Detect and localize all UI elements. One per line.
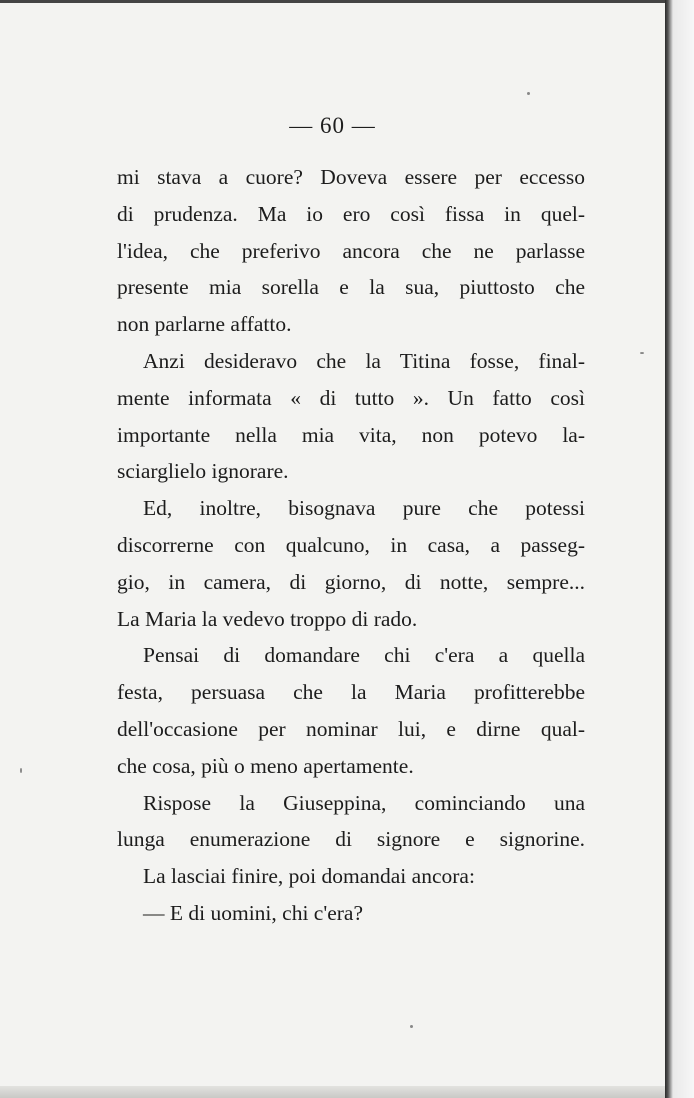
body-text	[117, 159, 585, 932]
text-line: non parlarne affatto.	[117, 312, 292, 337]
text-line: l'idea, che preferivo ancora che ne parlasse	[117, 238, 585, 263]
text-line: discorrerne con qualcuno, in casa, a passeg-	[117, 532, 585, 557]
page-bottom-edge	[0, 1086, 665, 1098]
text-line: di prudenza. Ma io ero così fissa in quel-	[117, 201, 585, 226]
paper-speck	[20, 768, 22, 773]
paper-speck	[640, 352, 644, 354]
text-line: Rispose la Giuseppina, cominciando una	[143, 790, 585, 815]
page-top-edge	[0, 0, 665, 3]
text-line: mente informata « di tutto ». Un fatto così	[117, 385, 585, 410]
page-number: — 60 —	[289, 113, 376, 138]
text-line: La lasciai finire, poi domandai ancora:	[143, 864, 475, 889]
text-line: mi stava a cuore? Doveva essere per eccesso	[117, 165, 585, 189]
text-line: lunga enumerazione di signore e signorine.	[117, 827, 585, 852]
paper-speck	[527, 92, 530, 95]
text-line: importante nella mia vita, non potevo la-	[117, 422, 585, 447]
text-line: festa, persuasa che la Maria profitterebbe	[117, 680, 585, 705]
text-line: presente mia sorella e la sua, piuttosto che	[117, 275, 585, 300]
paper-speck	[410, 1025, 413, 1028]
text-line: sciarglielo ignorare.	[117, 459, 289, 484]
text-line: — E di uomini, chi c'era?	[143, 900, 363, 925]
text-line: dell'occasione per nominar lui, e dirne qual-	[117, 716, 585, 741]
text-line: Pensai di domandare chi c'era a quella	[143, 643, 585, 668]
text-line: Ed, inoltre, bisognava pure che potessi	[143, 496, 585, 521]
text-line: gio, in camera, di giorno, di notte, sempre...	[117, 569, 585, 594]
page-binding-edge	[665, 0, 694, 1098]
text-line: Anzi desideravo che la Titina fosse, final-	[143, 348, 585, 373]
text-line: La Maria la vedevo troppo di rado.	[117, 606, 418, 631]
text-line: che cosa, più o meno apertamente.	[117, 753, 414, 778]
